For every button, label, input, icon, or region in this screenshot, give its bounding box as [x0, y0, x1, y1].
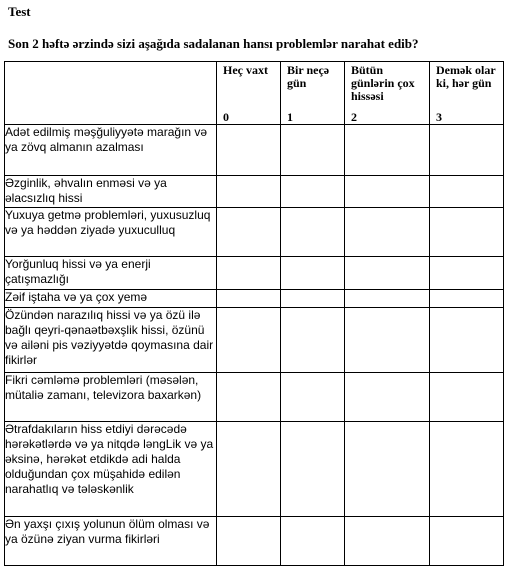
header-more-than-half — [345, 62, 430, 125]
table-header-row — [5, 62, 504, 125]
row-item-text: Zəif iştaha və ya çox yemə — [5, 290, 217, 308]
row-item-text: Yorğunluq hissi və ya enerji çatışmazlığı — [5, 257, 217, 290]
column-score: 1 — [287, 110, 293, 124]
column-label: Heç vaxt — [223, 63, 268, 77]
answer-cell-1[interactable] — [281, 290, 345, 308]
answer-cell-2[interactable] — [345, 517, 430, 566]
header-several-days — [281, 62, 345, 125]
answer-cell-0[interactable] — [217, 373, 281, 422]
answer-cell-3[interactable] — [430, 290, 504, 308]
symptom-table — [4, 61, 504, 566]
answer-cell-3[interactable] — [430, 308, 504, 373]
table-row — [5, 422, 504, 517]
table-row — [5, 290, 504, 308]
answer-cell-0[interactable] — [217, 257, 281, 290]
answer-cell-1[interactable] — [281, 308, 345, 373]
answer-cell-1[interactable] — [281, 517, 345, 566]
table-row — [5, 125, 504, 176]
answer-cell-3[interactable] — [430, 257, 504, 290]
answer-cell-0[interactable] — [217, 176, 281, 208]
table-row — [5, 208, 504, 257]
column-label: Bütün günlərin çox hissəsi — [351, 63, 415, 103]
answer-cell-3[interactable] — [430, 208, 504, 257]
answer-cell-2[interactable] — [345, 373, 430, 422]
answer-cell-1[interactable] — [281, 422, 345, 517]
header-nearly-every-day — [430, 62, 504, 125]
table-row — [5, 257, 504, 290]
row-item-text: Yuxuya getmə problemləri, yuxusuzluq və ya həddən ziyadə yuxuculluq — [5, 208, 217, 257]
answer-cell-1[interactable] — [281, 373, 345, 422]
answer-cell-0[interactable] — [217, 517, 281, 566]
row-item-text: Özündən narazılıq hissi və ya özü ilə bağlı qeyri-qənaətbəxşlik hissi, özünü və ailəni pis vəziyyətdə qoymasına dair fikirlər — [5, 308, 217, 373]
column-score: 3 — [436, 110, 442, 124]
column-score: 0 — [223, 110, 229, 124]
answer-cell-0[interactable] — [217, 422, 281, 517]
column-label: Bir neçə gün — [287, 63, 330, 90]
answer-cell-0[interactable] — [217, 208, 281, 257]
header-never — [217, 62, 281, 125]
table-row — [5, 517, 504, 566]
column-label: Demək olar ki, hər gün — [436, 63, 496, 90]
answer-cell-3[interactable] — [430, 125, 504, 176]
answer-cell-1[interactable] — [281, 125, 345, 176]
row-item-text: Ən yaxşı çıxış yolunun ölüm olması və ya özünə ziyan vurma fikirləri — [5, 517, 217, 566]
column-score: 2 — [351, 110, 357, 124]
answer-cell-1[interactable] — [281, 176, 345, 208]
row-item-text: Fikri cəmləmə problemləri (məsələn, mütaliə zamanı, televizora baxarkən) — [5, 373, 217, 422]
answer-cell-1[interactable] — [281, 208, 345, 257]
answer-cell-2[interactable] — [345, 125, 430, 176]
answer-cell-2[interactable] — [345, 257, 430, 290]
question-text: Son 2 həftə ərzində sizi aşağıda sadalanan hansı problemlər narahat edib? — [8, 36, 419, 51]
row-item-text: Adət edilmiş məşğuliyyətə marağın və ya zövq almanın azalması — [5, 125, 217, 176]
table-row — [5, 176, 504, 208]
answer-cell-0[interactable] — [217, 290, 281, 308]
answer-cell-2[interactable] — [345, 422, 430, 517]
answer-cell-2[interactable] — [345, 308, 430, 373]
answer-cell-3[interactable] — [430, 373, 504, 422]
answer-cell-0[interactable] — [217, 125, 281, 176]
test-title: Test — [8, 4, 31, 19]
header-blank — [5, 62, 217, 125]
answer-cell-2[interactable] — [345, 290, 430, 308]
table-row — [5, 373, 504, 422]
row-item-text: Ətrafdakıların hiss etdiyi dərəcədə hərəkətlərdə və ya nitqdə ləngLik və ya əksinə, hərəkət etdikdə adi halda olduğundan çox müşahidə edilən narahatlıq və tələskənlik — [5, 422, 217, 517]
answer-cell-2[interactable] — [345, 176, 430, 208]
answer-cell-3[interactable] — [430, 517, 504, 566]
table-row — [5, 308, 504, 373]
answer-cell-1[interactable] — [281, 257, 345, 290]
answer-cell-2[interactable] — [345, 208, 430, 257]
answer-cell-3[interactable] — [430, 176, 504, 208]
answer-cell-0[interactable] — [217, 308, 281, 373]
row-item-text: Əzginlik, əhvalın enməsi və ya əlacsızlıq hissi — [5, 176, 217, 208]
answer-cell-3[interactable] — [430, 422, 504, 517]
